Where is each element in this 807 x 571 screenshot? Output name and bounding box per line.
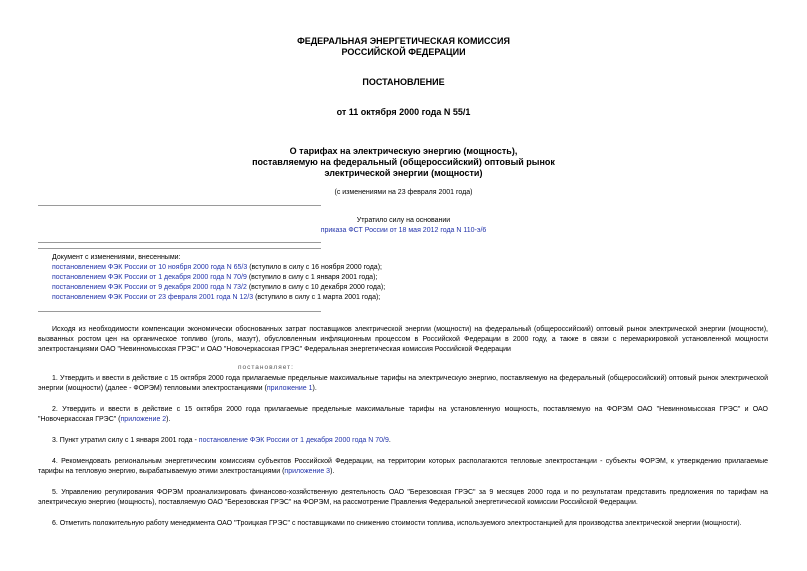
- separator-rule: [38, 242, 321, 243]
- separator-rule: [38, 311, 321, 312]
- clause-2-text: 2. Утвердить и ввести в действие с 15 октября 2000 года прилагаемые предельные максимальные тарифы на установленную мощность, поставляемую на ФОРЭМ ОАО "Невинномысская ГРЭС" и ОАО "Новочеркасская ГРЭС" (: [38, 406, 768, 423]
- change-link[interactable]: постановлением ФЭК России от 23 февраля 2001 года N 12/3: [52, 294, 254, 301]
- document-title-line-1: О тарифах на электрическую энергию (мощность),: [289, 146, 518, 156]
- clause-3-end: .: [388, 437, 391, 444]
- document-date: от 11 октября 2000 года N 55/1: [336, 107, 471, 117]
- clause-4: [38, 457, 768, 477]
- appendix-3-link[interactable]: приложение 3: [284, 468, 331, 475]
- clause-4-text: 4. Рекомендовать региональным энергетическим комиссиям субъектов Российской Федерации, на территории которых располагаются тепловые электростанции - субъекты ФОРЭМ, к утверждению прилагаемые тарифы на тепловую энергию, вырабатываемую этими электростанциями (: [38, 458, 768, 475]
- list-item: [52, 273, 452, 283]
- change-note: (вступило в силу с 1 марта 2001 года);: [253, 294, 381, 301]
- change-note: (вступило в силу с 16 ноября 2000 года);: [247, 264, 382, 271]
- change-link[interactable]: постановлением ФЭК России от 1 декабря 2000 года N 70/9: [52, 274, 247, 281]
- clause-2-end: ).: [166, 416, 171, 423]
- clause-4-end: ).: [330, 468, 335, 475]
- resolves-label-row: [38, 363, 768, 373]
- resolves-label: постановляет:: [238, 364, 294, 371]
- changes-list: [52, 253, 452, 303]
- separator-rule: [38, 205, 321, 206]
- document-title-line-2: поставляемую на федеральный (общероссийский) оптовый рынок: [252, 157, 555, 167]
- preamble: Исходя из необходимости компенсации экономически обоснованных затрат поставщиков электрической энергии (мощности) на федеральный (общероссийский) оптовый рынок электрической энергии (мощности), вызванных ростом цен на органическое топливо (уголь, мазут), обусловленным инфляционным процессом в Российской Федерации в 2000 году, а также в связи с перемаркировкой установленной мощности электростанциями ОАО "Невинномысская ГРЭС" и ОАО "Новочеркасская ГРЭС" Федеральная энергетическая комиссия Российской Федерации: [38, 326, 768, 353]
- appendix-1-link[interactable]: приложение 1: [266, 385, 313, 392]
- change-link[interactable]: постановлением ФЭК России от 10 ноября 2000 года N 65/3: [52, 264, 248, 271]
- list-item: [52, 293, 452, 303]
- lost-force-basis-link[interactable]: приказа ФСТ России от 18 мая 2012 года N 110-э/6: [320, 227, 487, 234]
- list-item: [52, 263, 452, 273]
- change-link[interactable]: постановлением ФЭК России от 9 декабря 2000 года N 73/2: [52, 284, 247, 291]
- amendment-note: (с изменениями на 23 февраля 2001 года): [334, 189, 473, 196]
- separator-rule: [38, 248, 321, 249]
- clause-6: 6. Отметить положительную работу менеджмента ОАО "Троицкая ГРЭС" с поставщиками по снижению стоимости топлива, используемого электростанцией для производства электрической энергии (мощности).: [52, 520, 742, 527]
- change-note: (вступило в силу с 1 января 2001 года);: [246, 274, 378, 281]
- clause-3: [38, 436, 768, 446]
- clause-1-text: 1. Утвердить и ввести в действие с 15 октября 2000 года прилагаемые предельные максимальные тарифы на электрическую энергию, поставляемую на федеральный (общероссийский) оптовый рынок электрической энергии (мощности) (далее - ФОРЭМ) тепловыми электростанциями (: [38, 375, 768, 392]
- issuer-line-1: ФЕДЕРАЛЬНАЯ ЭНЕРГЕТИЧЕСКАЯ КОМИССИЯ: [297, 36, 510, 46]
- appendix-2-link[interactable]: приложение 2: [120, 416, 167, 423]
- clause-1-end: ).: [312, 385, 317, 392]
- lost-force-basis: [0, 226, 807, 235]
- clause-3-repeal-link[interactable]: постановление ФЭК России от 1 декабря 2000 года N 70/9: [198, 437, 389, 444]
- clause-2: [38, 405, 768, 425]
- clause-5: 5. Управлению регулирования ФОРЭМ проанализировать финансово-хозяйственную деятельность ОАО "Березовская ГРЭС" за 9 месяцев 2000 года и по результатам представить предложения по тарифам на электрическую энергию (мощность), поставляемую ОАО "Березовская ГРЭС" на ФОРЭМ, на рассмотрение Правления Федеральной энергетической комиссии Российской Федерации.: [38, 489, 768, 506]
- change-note: (вступило в силу с 10 декабря 2000 года);: [246, 284, 386, 291]
- document-title-line-3: электрической энергии (мощности): [324, 168, 483, 178]
- clause-3-text: 3. Пункт утратил силу с 1 января 2001 года -: [52, 437, 199, 444]
- issuer-line-2: РОССИЙСКОЙ ФЕДЕРАЦИИ: [341, 47, 466, 57]
- changes-heading: Документ с изменениями, внесенными:: [52, 254, 181, 261]
- clause-1: [38, 374, 768, 394]
- list-item: [52, 283, 452, 293]
- lost-force-note: Утратило силу на основании: [356, 217, 451, 224]
- document-type: ПОСТАНОВЛЕНИЕ: [362, 77, 445, 87]
